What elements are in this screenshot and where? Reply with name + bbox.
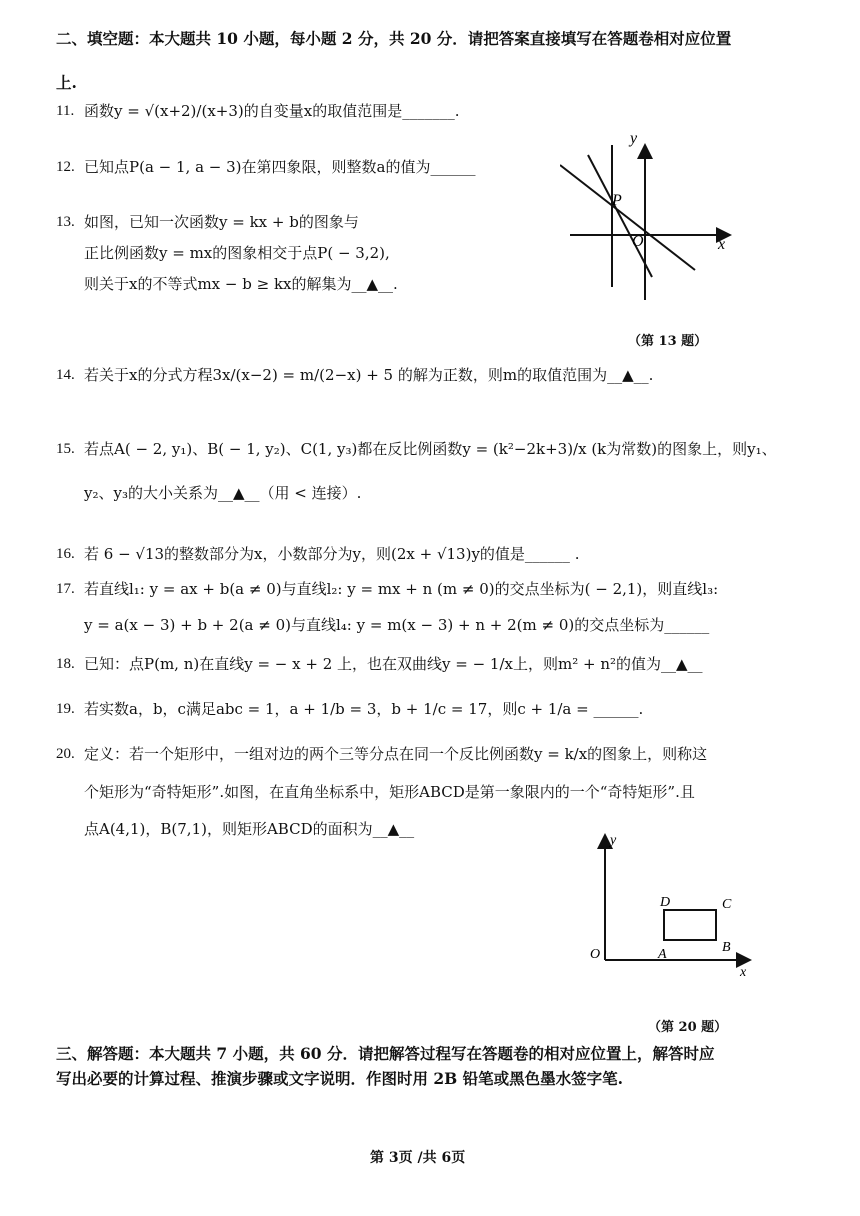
question-15-line1: 若点A( − 2, y₁)、B( − 1, y₂)、C(1, y₃)都在反比例函数y = (k²−2k+3)/x (k为常数)的图象上，则y₁、 (84, 440, 777, 458)
line-y-kx-b (588, 155, 652, 277)
question-20-line2: 个矩形为“奇特矩形”.如图，在直角坐标系中，矩形ABCD是第一象限内的一个“奇特矩形”.且 (84, 783, 695, 801)
question-number: 12. (56, 159, 75, 175)
figure-20-caption: （第 20 题） (648, 1020, 728, 1035)
point-c-label: C (722, 897, 732, 912)
question-number: 20. (56, 746, 75, 762)
rectangle-abcd (664, 910, 716, 940)
question-14-text: 若关于x的分式方程3x/(x−2) = m/(2−x) + 5 的解为正数，则m的取值范围为__▲__. (84, 366, 654, 384)
figure-13-caption: （第 13 题） (628, 334, 708, 349)
question-11-text: 函数y = √(x+2)/(x+3)的自变量x的取值范围是_______. (84, 102, 460, 120)
y-label: y (610, 833, 617, 848)
figure-20-graph (580, 830, 770, 990)
question-number: 11. (56, 103, 75, 119)
question-20-line1: 定义：若一个矩形中，一组对边的两个三等分点在同一个反比例函数y = k/x的图象上，则称这 (84, 745, 708, 763)
x-label: x (718, 236, 726, 253)
question-13-line1: 如图，已知一次函数y = kx + b的图象与 (84, 213, 359, 231)
point-a-label: A (658, 947, 667, 962)
section3-line1: 三、解答题：本大题共 7 小题，共 60 分．请把解答过程写在答题卷的相对应位置上，解答时应 (56, 1044, 715, 1063)
y-label: y (630, 130, 638, 147)
question-17-line2: y = a(x − 3) + b + 2(a ≠ 0)与直线l₄: y = m(x − 3) + n + 2(m ≠ 0)的交点坐标为______ (84, 616, 710, 634)
page-footer: 第 3页 /共 6页 (370, 1150, 466, 1166)
question-16-text: 若 6 − √13的整数部分为x，小数部分为y，则(2x + √13)y的值是______ . (84, 545, 580, 563)
question-12-text: 已知点P(a − 1, a − 3)在第四象限，则整数a的值为______ (84, 158, 476, 176)
question-19-text: 若实数a，b，c满足abc = 1，a + 1/b = 3，b + 1/c = 17，则c + 1/a = ______. (84, 700, 644, 718)
origin-label: O (590, 947, 601, 962)
question-18-text: 已知：点P(m, n)在直线y = − x + 2 上，也在双曲线y = − 1/x上，则m² + n²的值为__▲__ (84, 655, 703, 673)
section2-header-line2: 上. (56, 73, 77, 92)
section2-header-line1: 二、填空题：本大题共 10 小题，每小题 2 分，共 20 分．请把答案直接填写在答题卷相对应位置 (56, 29, 732, 48)
section3-line2: 写出必要的计算过程、推演步骤或文字说明．作图时用 2B 铅笔或黑色墨水签字笔. (56, 1069, 624, 1088)
question-15-line2: y₂、y₃的大小关系为__▲__（用 < 连接）. (84, 484, 362, 502)
question-number: 13. (56, 214, 75, 230)
line-y-mx (560, 165, 695, 270)
origin-label: O (632, 233, 644, 250)
point-p-label: P (612, 192, 622, 209)
question-number: 18. (56, 656, 75, 672)
question-13-line2: 正比例函数y = mx的图象相交于点P( − 3,2), (84, 244, 390, 262)
point-b-label: B (722, 940, 731, 955)
question-17-line1: 若直线l₁: y = ax + b(a ≠ 0)与直线l₂: y = mx + n (m ≠ 0)的交点坐标为( − 2,1)，则直线l₃: (84, 580, 719, 598)
figure-13-graph (560, 125, 750, 310)
question-number: 19. (56, 701, 75, 717)
question-13-line3: 则关于x的不等式mx − b ≥ kx的解集为__▲__. (84, 275, 398, 293)
question-20-line3: 点A(4,1)，B(7,1)，则矩形ABCD的面积为__▲__ (84, 820, 415, 838)
question-number: 14. (56, 367, 75, 383)
question-number: 17. (56, 581, 75, 597)
question-number: 15. (56, 441, 75, 457)
point-d-label: D (660, 895, 671, 910)
question-number: 16. (56, 546, 75, 562)
x-label: x (740, 965, 747, 980)
